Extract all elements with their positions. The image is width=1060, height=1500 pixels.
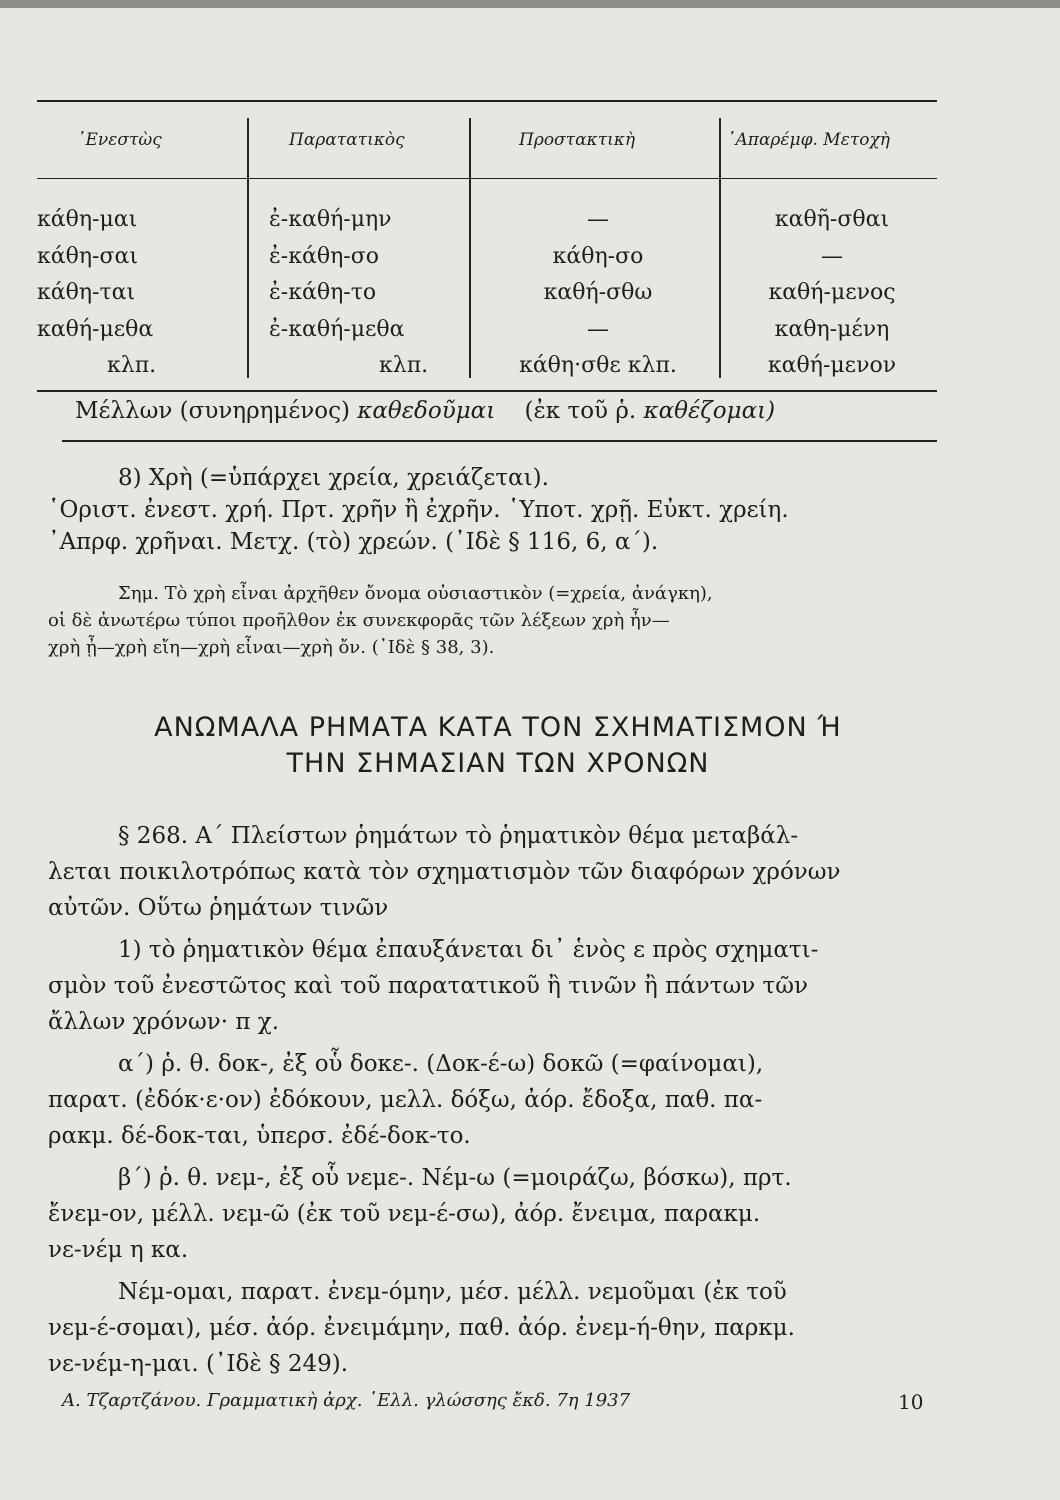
table-cell: — [821, 243, 843, 269]
example-b-line: β΄) ῥ. θ. νεμ-, ἐξ οὗ νεμε-. Νέμ-ω (=μοιράζω, βόσκω), πρτ. [118, 1165, 792, 1191]
table-cell: καθή-μεθα [37, 316, 154, 342]
example-c-line: νεμ-έ-σομαι), μέσ. ἀόρ. ἐνειμάμην, παθ. ἀόρ. ἐνεμ-ή-θην, παρκμ. [48, 1315, 795, 1341]
example-b-line: νε-νέμ η κα. [48, 1237, 189, 1263]
table-cell: κλπ. [107, 353, 157, 378]
table-column-imperfect [269, 202, 469, 385]
page-number: 10 [898, 1390, 924, 1414]
table-top-rule [37, 100, 937, 102]
table-header-infinitive-participle: ᾿Απαρέμφ. Μετοχὴ [727, 130, 890, 150]
future-rule [62, 440, 937, 442]
note-line: Σημ. Τὸ χρὴ εἶναι ἀρχῆθεν ὄνομα οὐσιαστικὸν (=χρεία, ἀνάγκη), [118, 583, 713, 604]
table-cell: καθή-μενον [767, 353, 897, 378]
table-cell: κλπ. [379, 353, 429, 378]
section-268 [48, 818, 948, 1382]
table-cell: κάθη-ται [37, 280, 136, 305]
example-c-line: Νέμ-ομαι, παρατ. ἐνεμ-όμην, μέσ. μέλλ. νεμοῦμαι (ἐκ τοῦ [118, 1279, 787, 1305]
section-8-note [48, 580, 948, 661]
example-a-line: ρακμ. δέ-δοκ-ται, ὑπερσ. ἐδέ-δοκ-το. [48, 1123, 471, 1149]
section-8-line: 8) Χρὴ (=ὑπάρχει χρεία, χρειάζεται). [118, 465, 549, 491]
table-col-divider [469, 118, 471, 378]
table-cell: ἐ-κάθη-το [269, 280, 377, 305]
heading-line-2: ΤΗΝ ΣΗΜΑΣΙΑΝ ΤΩΝ ΧΡΟΝΩΝ [286, 748, 710, 779]
example-b-line: ἔνεμ-ον, μέλλ. νεμ-ῶ (ἐκ τοῦ νεμ-έ-σω), ἀόρ. ἔνειμα, παρακμ. [48, 1201, 761, 1227]
table-header-present: ᾿Ενεστὼς [77, 130, 162, 150]
table-cell: κάθη-σο [552, 243, 644, 269]
table-cell: καθῆ-σθαι [774, 207, 890, 232]
note-line: χρὴ ᾖ—χρὴ εἴη—χρὴ εἶναι—χρὴ ὄν. (᾿Ιδὲ § 38, 3). [48, 637, 495, 658]
example-a-line: παρατ. (ἐδόκ·ε·ον) ἐδόκουν, μελλ. δόξω, ἀόρ. ἔδοξα, παθ. πα- [48, 1087, 763, 1113]
body-line: σμὸν τοῦ ἐνεστῶτος καὶ τοῦ παρατατικοῦ ἢ τινῶν ἢ πάντων τῶν [48, 973, 808, 999]
example-a-line: α΄) ῥ. θ. δοκ-, ἐξ οὗ δοκε-. (Δοκ-έ-ω) δοκῶ (=φαίνομαι), [118, 1051, 764, 1077]
body-line: 1) τὸ ῥηματικὸν θέμα ἐπαυξάνεται δι᾿ ἑνὸς ε πρὸς σχηματι- [118, 937, 819, 963]
table-cell: — [587, 316, 609, 342]
future-source: καθέζομαι) [643, 398, 776, 424]
table-col-divider [247, 118, 249, 378]
section-8-line: ᾿Απρφ. χρῆναι. Μετχ. (τὸ) χρεών. (᾿Ιδὲ § 116, 6, α΄). [48, 529, 659, 555]
table-bottom-rule [37, 390, 937, 392]
body-line: λεται ποικιλοτρόπως κατὰ τὸν σχηματισμὸν τῶν διαφόρων χρόνων [48, 859, 841, 885]
body-line: ἄλλων χρόνων· π χ. [48, 1009, 280, 1035]
table-cell: καθή-σθω [543, 280, 653, 305]
conjugation-table [37, 100, 937, 400]
table-cell: ἐ-κάθη-σο [269, 243, 379, 269]
table-cell: κάθη·σθε κλπ. [519, 353, 677, 378]
table-header-rule [37, 178, 937, 179]
table-cell: ἐ-καθή-μεθα [269, 316, 405, 342]
table-column-imperative [483, 202, 713, 385]
future-tense-line [75, 398, 775, 424]
table-cell: κάθη-σαι [37, 243, 138, 269]
chapter-heading [48, 710, 948, 782]
table-cell: καθή-μενος [768, 280, 896, 305]
table-cell: ἐ-καθή-μην [269, 207, 392, 232]
table-column-present [37, 202, 242, 385]
table-header-imperative: Προστακτικὴ [519, 130, 636, 150]
table-column-infinitive-participle [727, 202, 937, 385]
future-form: καθεδοῦμαι [357, 398, 496, 424]
footer-citation: Α. Τζαρτζάνου. Γραμματικὴ ἀρχ. ῾Ελλ. γλώσσης ἔκδ. 7η 1937 [62, 1390, 631, 1411]
table-col-divider [719, 118, 721, 378]
example-c-line: νε-νέμ-η-μαι. (᾿Ιδὲ § 249). [48, 1351, 349, 1377]
table-cell: — [587, 207, 609, 232]
table-cell: καθη-μένη [774, 316, 890, 342]
page-top-edge [0, 0, 1060, 8]
body-line: § 268. Α΄ Πλείστων ῥημάτων τὸ ῥηματικὸν θέμα μεταβάλ- [118, 823, 799, 849]
table-cell: κάθη-μαι [37, 207, 138, 232]
future-suffix: (ἐκ τοῦ ῥ. [524, 398, 637, 424]
section-8 [48, 462, 948, 558]
future-prefix: Μέλλων (συνηρημένος) [75, 398, 350, 424]
table-header-imperfect: Παρατατικὸς [289, 130, 405, 150]
section-8-line: ῾Οριστ. ἐνεστ. χρή. Πρτ. χρῆν ἢ ἐχρῆν. ῾Υποτ. χρῇ. Εὐκτ. χρείη. [48, 497, 789, 523]
note-line: οἱ δὲ ἀνωτέρω τύποι προῆλθον ἐκ συνεκφορᾶς τῶν λέξεων χρὴ ἦν— [48, 610, 670, 631]
body-line: αὐτῶν. Οὕτω ῥημάτων τινῶν [48, 895, 389, 921]
heading-line-1: ΑΝΩΜΑΛΑ ΡΗΜΑΤΑ ΚΑΤΑ ΤΟΝ ΣΧΗΜΑΤΙΣΜΟΝ Ή [154, 712, 842, 743]
